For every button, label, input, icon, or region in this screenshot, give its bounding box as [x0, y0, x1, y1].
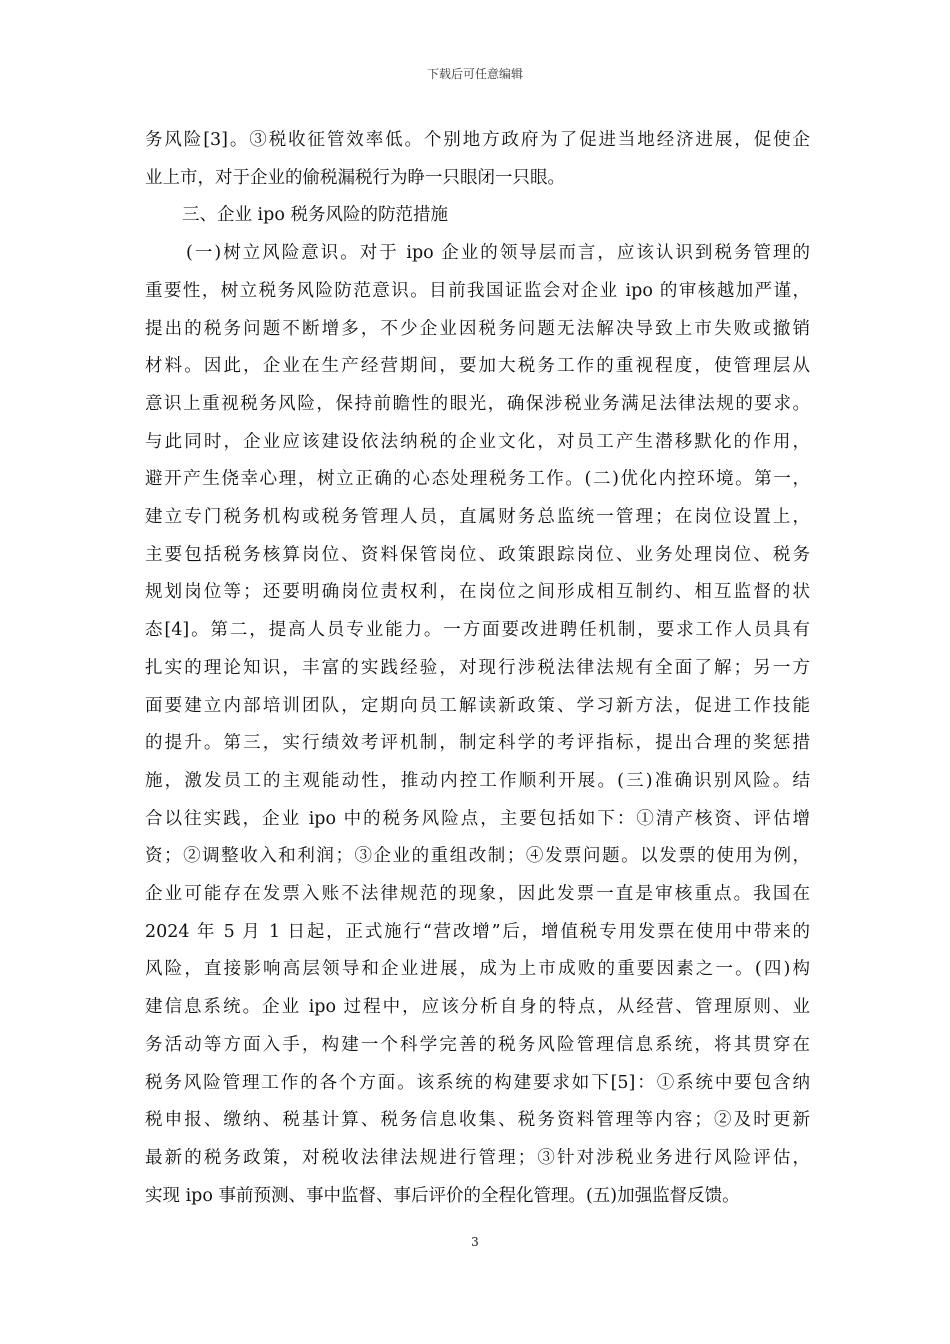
body-line: 与此同时，企业应该建设依法纳税的企业文化，对员工产生潜移默化的作用， — [145, 431, 810, 452]
body-line: 务活动等方面入手，构建一个科学完善的税务风险管理信息系统，将其贯穿在 — [145, 1034, 810, 1055]
body-line: 务风险[3]。③税收征管效率低。个别地方政府为了促进当地经济进展，促使企 — [145, 130, 810, 150]
body-line: 提出的税务问题不断增多，不少企业因税务问题无法解决导致上市失败或撤销 — [145, 318, 810, 339]
body-line: 风险，直接影响高层领导和企业进展，成为上市成败的重要因素之一。(四)构 — [145, 959, 810, 980]
body-line: 税申报、缴纳、税基计算、税务信息收集、税务资料管理等内容；②及时更新 — [145, 1110, 810, 1131]
body-line: 合以往实践，企业 ipo 中的税务风险点，主要包括如下：①清产核资、评估增 — [145, 808, 810, 829]
body-line: 扎实的理论知识，丰富的实践经验，对现行涉税法律法规有全面了解；另一方 — [145, 657, 810, 678]
body-line: 税务风险管理工作的各个方面。该系统的构建要求如下[5]：①系统中要包含纳 — [145, 1072, 810, 1093]
body-line: 避开产生侥幸心理，树立正确的心态处理税务工作。(二)优化内控环境。第一， — [145, 469, 810, 490]
body-line: 最新的税务政策，对税收法律法规进行管理；③针对涉税业务进行风险评估， — [145, 1147, 810, 1168]
body-line: 实现 ipo 事前预测、事中监督、事后评价的全程化管理。(五)加强监督反馈。 — [145, 1185, 740, 1206]
body-line: 的提升。第三，实行绩效考评机制，制定科学的考评指标，提出合理的奖惩措 — [145, 733, 810, 754]
page-number: 3 — [471, 1235, 479, 1249]
body-line: 主要包括税务核算岗位、资料保管岗位、政策跟踪岗位、业务处理岗位、税务 — [145, 544, 810, 565]
document-body — [145, 122, 810, 1215]
body-line: 企业可能存在发票入账不法律规范的现象，因此发票一直是审核重点。我国在 — [145, 884, 810, 905]
body-line: 建立专门税务机构或税务管理人员，直属财务总监统一管理；在岗位设置上， — [145, 507, 810, 528]
body-line: 施，激发员工的主观能动性，推动内控工作顺利开展。(三)准确识别风险。结 — [145, 770, 810, 791]
body-line: (一)树立风险意识。对于 ipo 企业的领导层而言，应该认识到税务管理的 — [186, 243, 810, 264]
body-line: 规划岗位等；还要明确岗位责权利，在岗位之间形成相互制约、相互监督的状 — [145, 582, 810, 603]
body-line: 重要性，树立税务风险防范意识。目前我国证监会对企业 ipo 的审核越加严谨， — [145, 280, 810, 301]
body-line: 意识上重视税务风险，保持前瞻性的眼光，确保涉税业务满足法律法规的要求。 — [145, 393, 810, 414]
body-line: 资；②调整收入和利润；③企业的重组改制；④发票问题。以发票的使用为例， — [145, 846, 810, 867]
body-line: 2024 年 5 月 1 日起，正式施行“营改增”后，增值税专用发票在使用中带来的 — [145, 921, 810, 942]
section-heading: 三、企业 ipo 税务风险的防范措施 — [182, 205, 448, 226]
body-line: 面要建立内部培训团队，定期向员工解读新政策、学习新方法，促进工作技能 — [145, 695, 810, 716]
body-line: 建信息系统。企业 ipo 过程中，应该分析自身的特点，从经营、管理原则、业 — [145, 997, 810, 1018]
body-line: 材料。因此，企业在生产经营期间，要加大税务工作的重视程度，使管理层从 — [145, 356, 810, 377]
page-header-note: 下载后可任意编辑 — [426, 67, 523, 81]
body-line: 态[4]。第二，提高人员专业能力。一方面要改进聘任机制，要求工作人员具有 — [145, 620, 810, 641]
body-line: 业上市，对于企业的偷税漏税行为睁一只眼闭一只眼。 — [145, 167, 565, 188]
